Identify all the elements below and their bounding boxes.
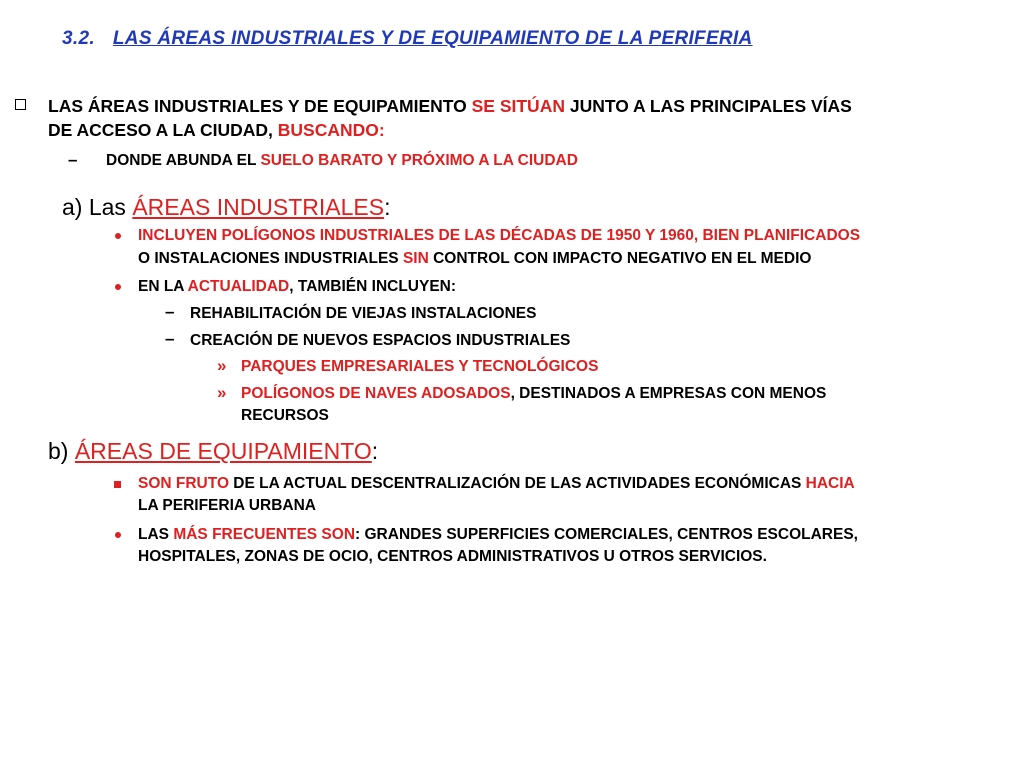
title-text: LAS ÁREAS INDUSTRIALES Y DE EQUIPAMIENTO DE LA PERIFERIA bbox=[112, 28, 753, 49]
checkbox-bullet-icon bbox=[15, 99, 26, 110]
section-a-sub-2: CREACIÓN DE NUEVOS ESPACIOS INDUSTRIALES bbox=[190, 332, 571, 349]
intro-line-2: DE ACCESO A LA CIUDAD, BUSCANDO: bbox=[48, 120, 385, 140]
section-a-sub-1: REHABILITACIÓN DE VIEJAS INSTALACIONES bbox=[190, 305, 537, 322]
dot-bullet-icon bbox=[115, 532, 121, 538]
intro-sub: DONDE ABUNDA EL SUELO BARATO Y PRÓXIMO A LA CIUDAD bbox=[106, 152, 578, 169]
section-b-heading: b) ÁREAS DE EQUIPAMIENTO: bbox=[48, 438, 379, 464]
section-b-bullet-1-line-2: LA PERIFERIA URBANA bbox=[138, 497, 316, 514]
section-a-bullet-2: EN LA ACTUALIDAD, TAMBIÉN INCLUYEN: bbox=[138, 278, 457, 295]
section-a-bullet-1-line-2: O INSTALACIONES INDUSTRIALES SIN CONTROL CON IMPACTO NEGATIVO EN EL MEDIO bbox=[138, 250, 812, 267]
title-number: 3.2. bbox=[62, 28, 95, 49]
slide-title bbox=[62, 28, 753, 50]
dash-bullet: – bbox=[165, 329, 175, 348]
dot-bullet-icon bbox=[115, 284, 121, 290]
section-a-tert-1: PARQUES EMPRESARIALES Y TECNOLÓGICOS bbox=[241, 358, 599, 375]
section-a-bullet-1-line-1: INCLUYEN POLÍGONOS INDUSTRIALES DE LAS DÉCADAS DE 1950 Y 1960, BIEN PLANIFICADOS bbox=[138, 227, 861, 244]
section-a-heading: a) Las ÁREAS INDUSTRIALES: bbox=[62, 194, 391, 220]
dot-bullet-icon bbox=[115, 233, 121, 239]
section-b-bullet-1-line-1: SON FRUTO DE LA ACTUAL DESCENTRALIZACIÓN DE LAS ACTIVIDADES ECONÓMICAS HACIA bbox=[138, 475, 855, 492]
raquo-bullet: » bbox=[217, 356, 227, 375]
section-b-bullet-2-line-2: HOSPITALES, ZONAS DE OCIO, CENTROS ADMINISTRATIVOS U OTROS SERVICIOS. bbox=[138, 548, 767, 565]
intro-line-1: LAS ÁREAS INDUSTRIALES Y DE EQUIPAMIENTO SE SITÚAN JUNTO A LAS PRINCIPALES VÍAS bbox=[48, 96, 852, 116]
dash-bullet: – bbox=[165, 302, 175, 321]
section-b-bullet-2-line-1: LAS MÁS FRECUENTES SON: GRANDES SUPERFICIES COMERCIALES, CENTROS ESCOLARES, bbox=[138, 526, 858, 543]
square-bullet-icon bbox=[114, 481, 121, 488]
section-a-tert-2-line-2: RECURSOS bbox=[241, 407, 329, 424]
dash-bullet: – bbox=[68, 150, 78, 169]
section-a-tert-2-line-1: POLÍGONOS DE NAVES ADOSADOS, DESTINADOS A EMPRESAS CON MENOS bbox=[241, 385, 827, 402]
raquo-bullet: » bbox=[217, 383, 227, 402]
